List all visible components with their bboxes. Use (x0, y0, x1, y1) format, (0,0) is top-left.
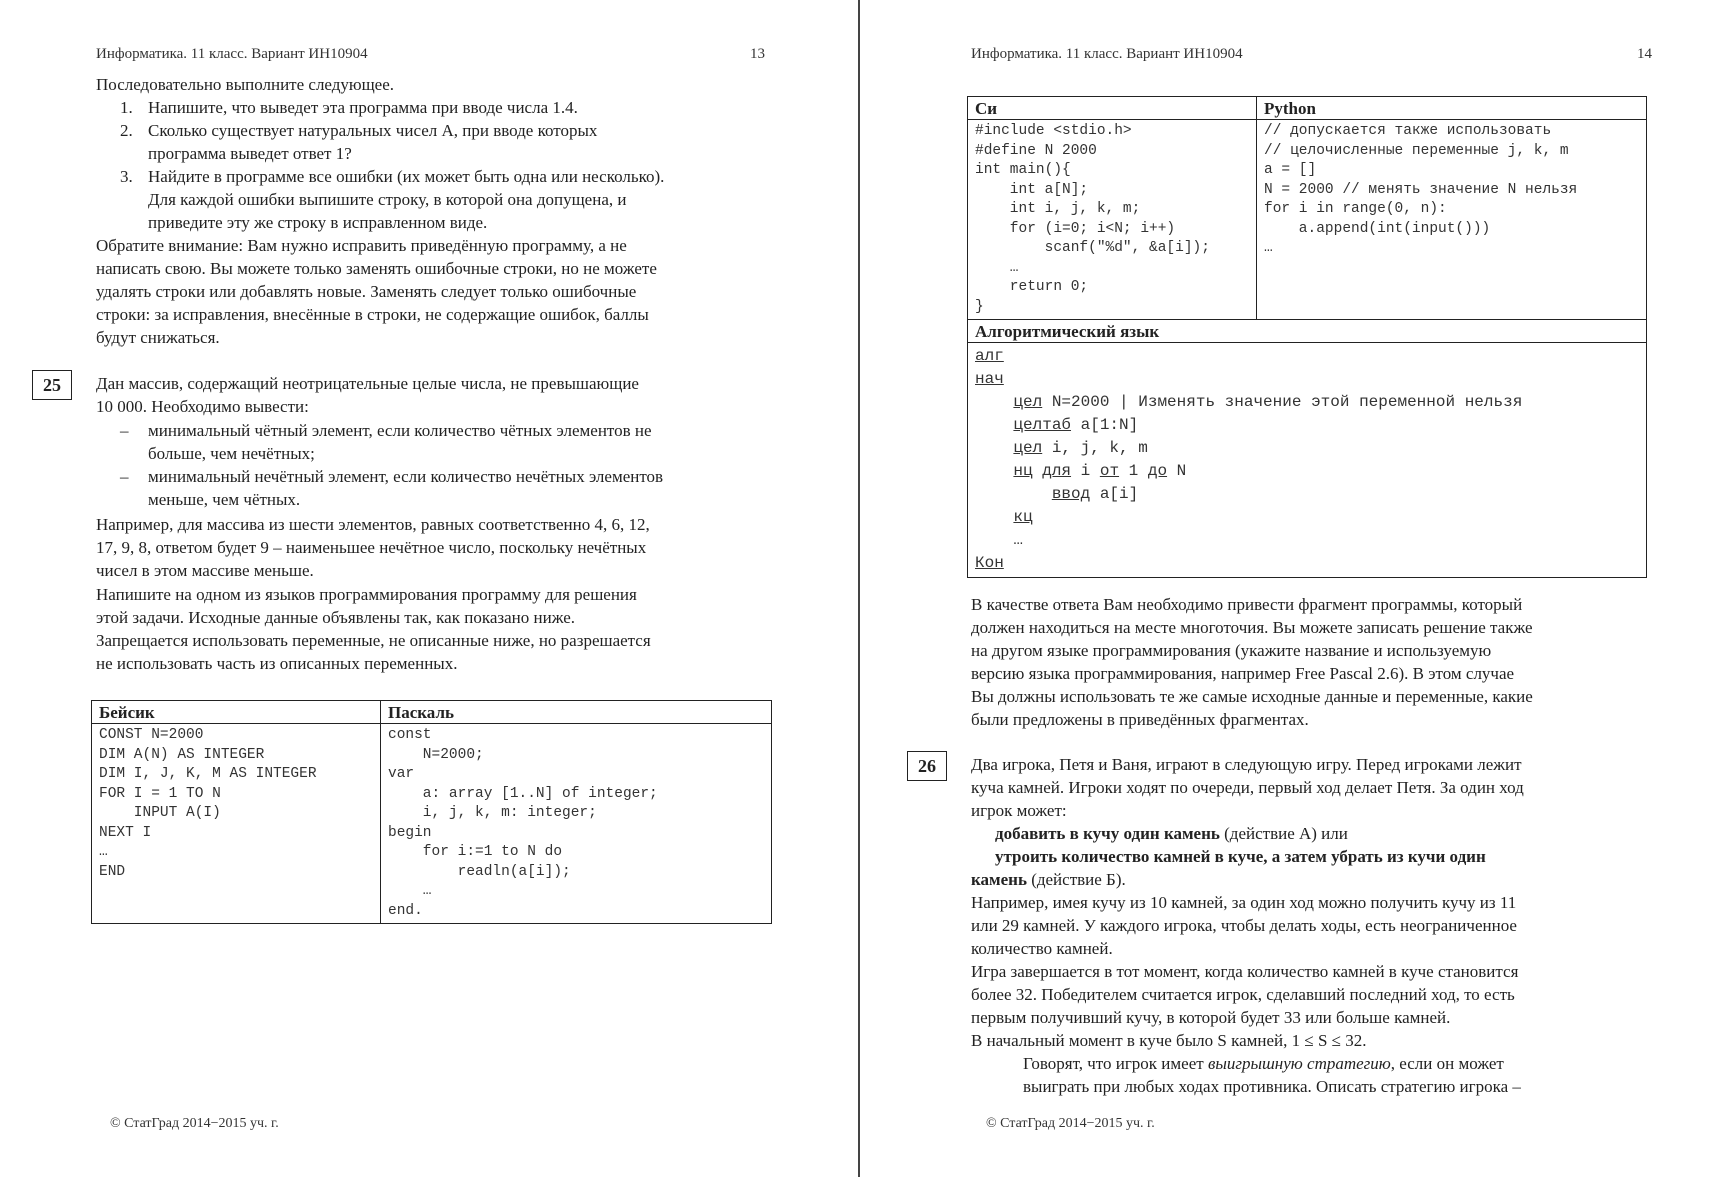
page-divider (858, 0, 860, 1177)
page-number: 13 (750, 46, 765, 62)
loop-var: i (1071, 462, 1100, 480)
input-target: a[i] (1090, 485, 1139, 503)
q25-line: Дан массив, содержащий неотрицательные целые числа, не превышающие (96, 374, 639, 393)
action-b-bold: утроить количество камней в куче, а затем убрать из кучи один (995, 847, 1486, 866)
instruction-line: не использовать часть из описанных переменных. (96, 654, 458, 673)
notice-line: будут снижаться. (96, 328, 220, 347)
q26-line: игрок может: (971, 801, 1067, 820)
ot-keyword: от (1099, 462, 1120, 480)
task-item (96, 96, 768, 119)
intro-text: Последовательно выполните следующее. (96, 75, 395, 94)
q25-bullets (96, 419, 768, 511)
answer-instructions (971, 593, 1643, 731)
page-footer: © СтатГрад 2014−2015 уч. г. (110, 1116, 279, 1131)
strategy-post: , если он может (1390, 1054, 1504, 1073)
example-line: Например, для массива из шести элементов, равных соответственно 4, 6, 12, (96, 515, 650, 534)
alg-header: Алгоритмический язык (968, 320, 1647, 343)
code-table-c-python-alg (967, 96, 1647, 578)
task-number: 3. (120, 167, 133, 186)
q25-example (96, 513, 768, 582)
example-line: чисел в этом массиве меньше. (96, 561, 314, 580)
action-b-line2 (971, 868, 1643, 891)
q25-instructions (96, 583, 768, 675)
action-b-tail: (действие Б). (1026, 870, 1126, 889)
bullet-item (96, 419, 768, 465)
strategy-line1 (971, 1052, 1643, 1075)
n-declaration: N=2000 | Изменять значение этой переменной нельзя (1042, 393, 1523, 411)
nc-keyword: нц (1013, 462, 1033, 480)
action-a-bold: добавить в кучу один камень (995, 824, 1220, 843)
kc-keyword: кц (1013, 508, 1033, 526)
page-header-title: Информатика. 11 класс. Вариант ИН10904 (971, 46, 1243, 62)
q26-example-line: Например, имея кучу из 10 камней, за один ход можно получить кучу из 11 (971, 893, 1517, 912)
task-text: приведите эту же строку в исправленном виде. (148, 213, 488, 232)
dash-icon: – (120, 467, 129, 486)
task-text: Найдите в программе все ошибки (их может быть одна или несколько). (148, 167, 665, 186)
notice-line: удалять строки или добавлять новые. Заменять следует только ошибочные (96, 282, 637, 301)
q26-end-line: первым получивший кучу, в которой будет 33 или больше камней. (971, 1008, 1451, 1027)
notice-paragraph (96, 234, 768, 349)
pascal-header: Паскаль (381, 701, 772, 724)
page-footer: © СтатГрад 2014−2015 уч. г. (986, 1116, 1155, 1131)
strategy-term: выигрышную стратегию (1207, 1054, 1391, 1073)
instruction-line: этой задачи. Исходные данные объявлены так, как показано ниже. (96, 608, 576, 627)
answer-line: версию языка программирования, например Free Pascal 2.6). В этом случае (971, 664, 1515, 683)
pascal-code: const N=2000; var a: array [1..N] of integer; i, j, k, m: integer; begin for i:=1 to N do readln(a[i]); … end. (388, 727, 658, 919)
q26-line: Два игрока, Петя и Ваня, играют в следующую игру. Перед игроками лежит (971, 755, 1522, 774)
q26-statement (971, 753, 1643, 1098)
instruction-line: Напишите на одном из языков программирования программу для решения (96, 585, 637, 604)
answer-line: В качестве ответа Вам необходимо привести фрагмент программы, который (971, 595, 1523, 614)
bullet-text: минимальный нечётный элемент, если количество нечётных элементов (148, 467, 664, 486)
do-keyword: до (1147, 462, 1168, 480)
python-code: // допускается также использовать // целочисленные переменные j, k, m a = [] N = 2000 // менять значение N нельзя for i in range(0, n): a.append(int(input())) … (1264, 123, 1578, 256)
bullet-item (96, 465, 768, 511)
vars-declaration: i, j, k, m (1042, 439, 1148, 457)
kon-keyword: Кон (975, 554, 1004, 572)
python-header: Python (1257, 97, 1647, 120)
notice-line: написать свою. Вы можете только заменять ошибочные строки, но не можете (96, 259, 657, 278)
example-line: 17, 9, 8, ответом будет 9 – наименьшее нечётное число, поскольку нечётных (96, 538, 647, 557)
c-code: #include <stdio.h> #define N 2000 int main(){ int a[N]; int i, j, k, m; for (i=0; i<N; i++) scanf("%d", &a[i]); … return 0; } (975, 123, 1210, 315)
task-item (96, 165, 768, 234)
task-number: 1. (120, 98, 133, 117)
action-b-line1 (971, 845, 1643, 868)
basic-header: Бейсик (92, 701, 381, 724)
question-number-25: 25 (32, 370, 72, 400)
task-text: Сколько существует натуральных чисел A, при вводе которых (148, 121, 598, 140)
array-declaration: a[1:N] (1071, 416, 1139, 434)
q26-start-line: В начальный момент в куче было S камней, 1 ≤ S ≤ 32. (971, 1031, 1367, 1050)
notice-line: строки: за исправления, внесённые в строки, не содержащие ошибок, баллы (96, 305, 649, 324)
task-item (96, 119, 768, 165)
answer-line: на другом языке программирования (укажите название и используемую (971, 641, 1492, 660)
cel-keyword: цел (1013, 439, 1043, 457)
notice-line: Обратите внимание: Вам нужно исправить приведённую программу, а не (96, 236, 627, 255)
left-page (0, 0, 858, 1177)
loop-start: 1 (1119, 462, 1148, 480)
q25-line: 10 000. Необходимо вывести: (96, 397, 309, 416)
task-text: Напишите, что выведет эта программа при вводе числа 1.4. (148, 98, 578, 117)
q26-end-line: Игра завершается в тот момент, когда количество камней в куче становится (971, 962, 1519, 981)
dlya-keyword: для (1042, 462, 1072, 480)
task-number: 2. (120, 121, 133, 140)
celtab-keyword: целтаб (1013, 416, 1072, 434)
answer-line: были предложены в приведённых фрагментах. (971, 710, 1309, 729)
task-text: Для каждой ошибки выпишите строку, в которой она допущена, и (148, 190, 627, 209)
loop-end: N (1167, 462, 1187, 480)
basic-code: CONST N=2000 DIM A(N) AS INTEGER DIM I, J, K, M AS INTEGER FOR I = 1 TO N INPUT A(I) NEXT I … END (99, 727, 317, 880)
page-number: 14 (1637, 46, 1652, 62)
answer-line: Вы должны использовать те же самые исходные данные и переменные, какие (971, 687, 1533, 706)
bullet-text: минимальный чётный элемент, если количество чётных элементов не (148, 421, 652, 440)
action-b-bold: камень (971, 870, 1027, 889)
c-header: Си (968, 97, 1257, 120)
q25-statement (96, 372, 768, 418)
right-page (861, 0, 1718, 1177)
code-table-basic-pascal (91, 700, 772, 924)
task-list (96, 96, 768, 234)
action-a-tail: (действие А) или (1219, 824, 1348, 843)
ellipsis: … (1013, 531, 1024, 549)
strategy-line2: выиграть при любых ходах противника. Описать стратегию игрока – (1023, 1077, 1521, 1096)
vvod-keyword: ввод (1051, 485, 1091, 503)
q26-example-line: или 29 камней. У каждого игрока, чтобы делать ходы, есть неограниченное (971, 916, 1517, 935)
nach-keyword: нач (975, 370, 1004, 388)
alg-code (975, 345, 1639, 575)
alg-keyword: алг (975, 347, 1004, 365)
strategy-pre: Говорят, что игрок имеет (1023, 1054, 1208, 1073)
bullet-text: больше, чем нечётных; (148, 444, 315, 463)
answer-line: должен находиться на месте многоточия. Вы можете записать решение также (971, 618, 1533, 637)
page-header-title: Информатика. 11 класс. Вариант ИН10904 (96, 46, 368, 62)
dash-icon: – (120, 421, 129, 440)
q26-line: куча камней. Игроки ходят по очереди, первый ход делает Петя. За один ход (971, 778, 1524, 797)
bullet-text: меньше, чем чётных. (148, 490, 301, 509)
question-number-26: 26 (907, 751, 947, 781)
cel-keyword: цел (1013, 393, 1043, 411)
action-a (971, 822, 1643, 845)
instruction-line: Запрещается использовать переменные, не описанные ниже, но разрешается (96, 631, 651, 650)
q26-end-line: более 32. Победителем считается игрок, сделавший последний ход, то есть (971, 985, 1515, 1004)
q26-example-line: количество камней. (971, 939, 1113, 958)
task-text: программа выведет ответ 1? (148, 144, 352, 163)
